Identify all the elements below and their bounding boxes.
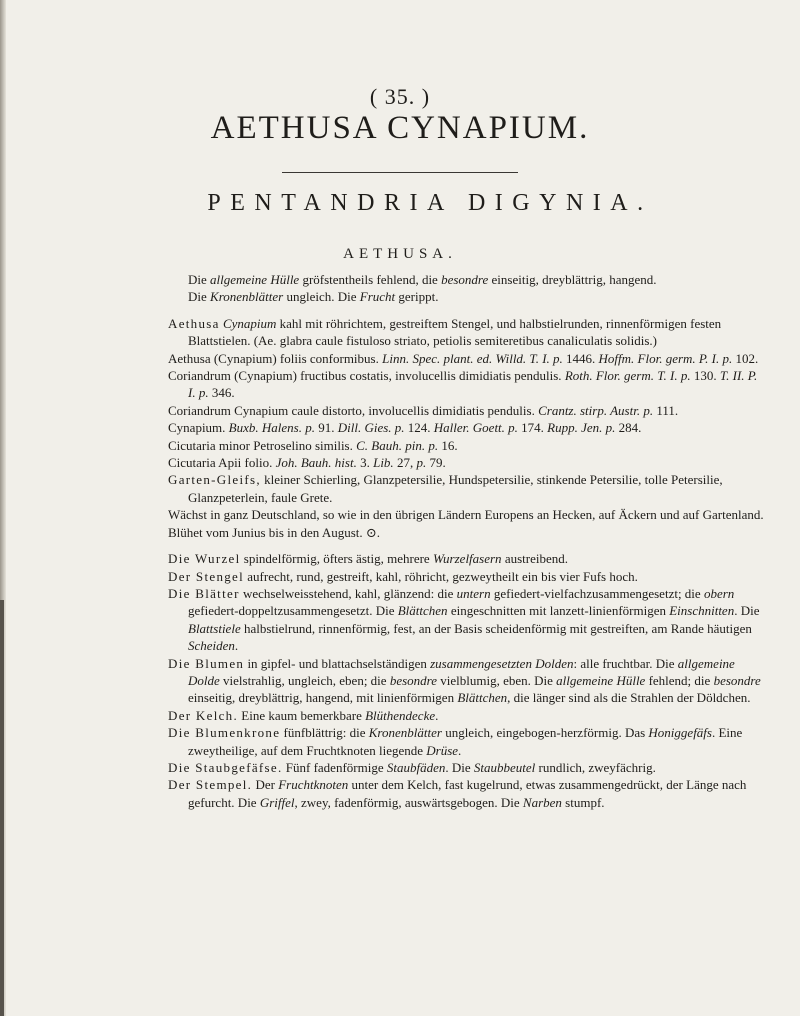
description-blaetter: Die Blätter wechselweisstehend, kahl, glänzend: die untern gefiedert-vielfachzusammengesetzt; die obern gefiedert-doppeltzusammengesetzt. Die Blättchen eingeschnitten mit lanzett-linienförmigen Einschnitten. Die Blattstiele halbstielrund, rinnenförmig, fest, an der Basis scheidenförmig mit gestreiften, am Rande häutigen Scheiden.	[168, 585, 760, 654]
species-diagnosis: Aethusa Cynapium kahl mit röhrichtem, gestreiftem Stengel, und halbstielrunden, rinnenförmigen festen Blattstielen. (Ae. glabra caule fistuloso striato, petiolis semiteretibus canaliculatis solidis.)	[168, 315, 722, 349]
habitat: Wächst in ganz Deutschland, so wie in den übrigen Ländern Europens an Hecken, auf Äckern und auf Gartenland.	[168, 507, 764, 523]
synonym-entry: Cicutaria Apii folio. Joh. Bauh. hist. 3. Lib. 27, p. 79.	[168, 455, 446, 471]
binding-edge	[0, 600, 4, 1016]
description-kelch: Der Kelch. Eine kaum bemerkbare Blüthendecke.	[168, 707, 439, 723]
description-stempel: Der Stempel. Der Fruchtknoten unter dem Kelch, fast kugelrund, etwas zusammengedrückt, der Länge nach gefurcht. Die Griffel, zwey, fadenförmig, auswärtsgebogen. Die Narben stumpf.	[168, 777, 747, 810]
description-blumenkrone: Die Blumenkrone fünfblättrig: die Kronenblätter ungleich, eingebogen-herzförmig. Das Honiggefäfs. Eine zweytheilige, auf dem Fruchtknoten liegende Drüse.	[168, 725, 743, 758]
genus-heading: AETHUSA.	[343, 246, 457, 262]
description-stengel: Der Stengel aufrecht, rund, gestreift, kahl, röhricht, gezweytheilt ein bis vier Fufs hoch.	[168, 568, 638, 584]
common-names: Garten-Gleifs, kleiner Schierling, Glanzpetersilie, Hundspetersilie, stinkende Petersilie, tolle Petersilie, Glanzpeterlein, faule Grete.	[168, 472, 723, 505]
page-title: AETHUSA CYNAPIUM.	[210, 110, 590, 146]
description-blumen: Die Blumen in gipfel- und blattachselständigen zusammengesetzten Dolden: alle fruchtbar. Die allgemeine Dolde vielstrahlig, ungleich, eben; die besondre vielblumig, eben. Die allgemeine Hülle fehlend; die besondre einseitig, dreyblättrig, hangend, mit linienförmigen Blättchen, die länger sind als die Strahlen der Döldchen.	[168, 655, 761, 706]
description-wurzel: Die Wurzel spindelförmig, öfters ästig, mehrere Wurzelfasern austreibend.	[168, 551, 568, 567]
page-number: ( 35. )	[369, 84, 431, 109]
description-staubgefaesse: Die Staubgefäfse. Fünf fadenförmige Staubfäden. Die Staubbeutel rundlich, zweyfächrig.	[168, 759, 656, 775]
synonym-entry: Aethusa (Cynapium) foliis conformibus. Linn. Spec. plant. ed. Willd. T. I. p. 1446. Hoffm. Flor. germ. P. I. p. 102.	[168, 350, 759, 366]
synonym-entry: Coriandrum Cynapium caule distorto, involucellis dimidiatis pendulis. Crantz. stirp. Austr. p. 111.	[168, 402, 679, 418]
synonym-entry: Cynapium. Buxb. Halens. p. 91. Dill. Gies. p. 124. Haller. Goett. p. 174. Rupp. Jen. p. 284.	[168, 420, 642, 436]
divider-rule	[282, 172, 518, 173]
text-body	[168, 266, 768, 811]
flowering-time: Blühet vom Junius bis in den August. ⊙.	[168, 524, 381, 540]
synonym-entry: Coriandrum (Cynapium) fructibus costatis, involucellis dimidiatis pendulis. Roth. Flor. germ. T. I. p. 130. T. II. P. I. p. 346.	[168, 368, 758, 401]
genus-character: Die allgemeine Hülle gröfstentheils fehlend, die besondre einseitig, dreyblättrig, hangend. Die Kronenblätter ungleich. Die Frucht gerippt.	[188, 272, 657, 305]
class-heading: PENTANDRIA DIGYNIA.	[207, 190, 653, 216]
synonym-entry: Cicutaria minor Petroselino similis. C. Bauh. pin. p. 16.	[168, 437, 458, 453]
